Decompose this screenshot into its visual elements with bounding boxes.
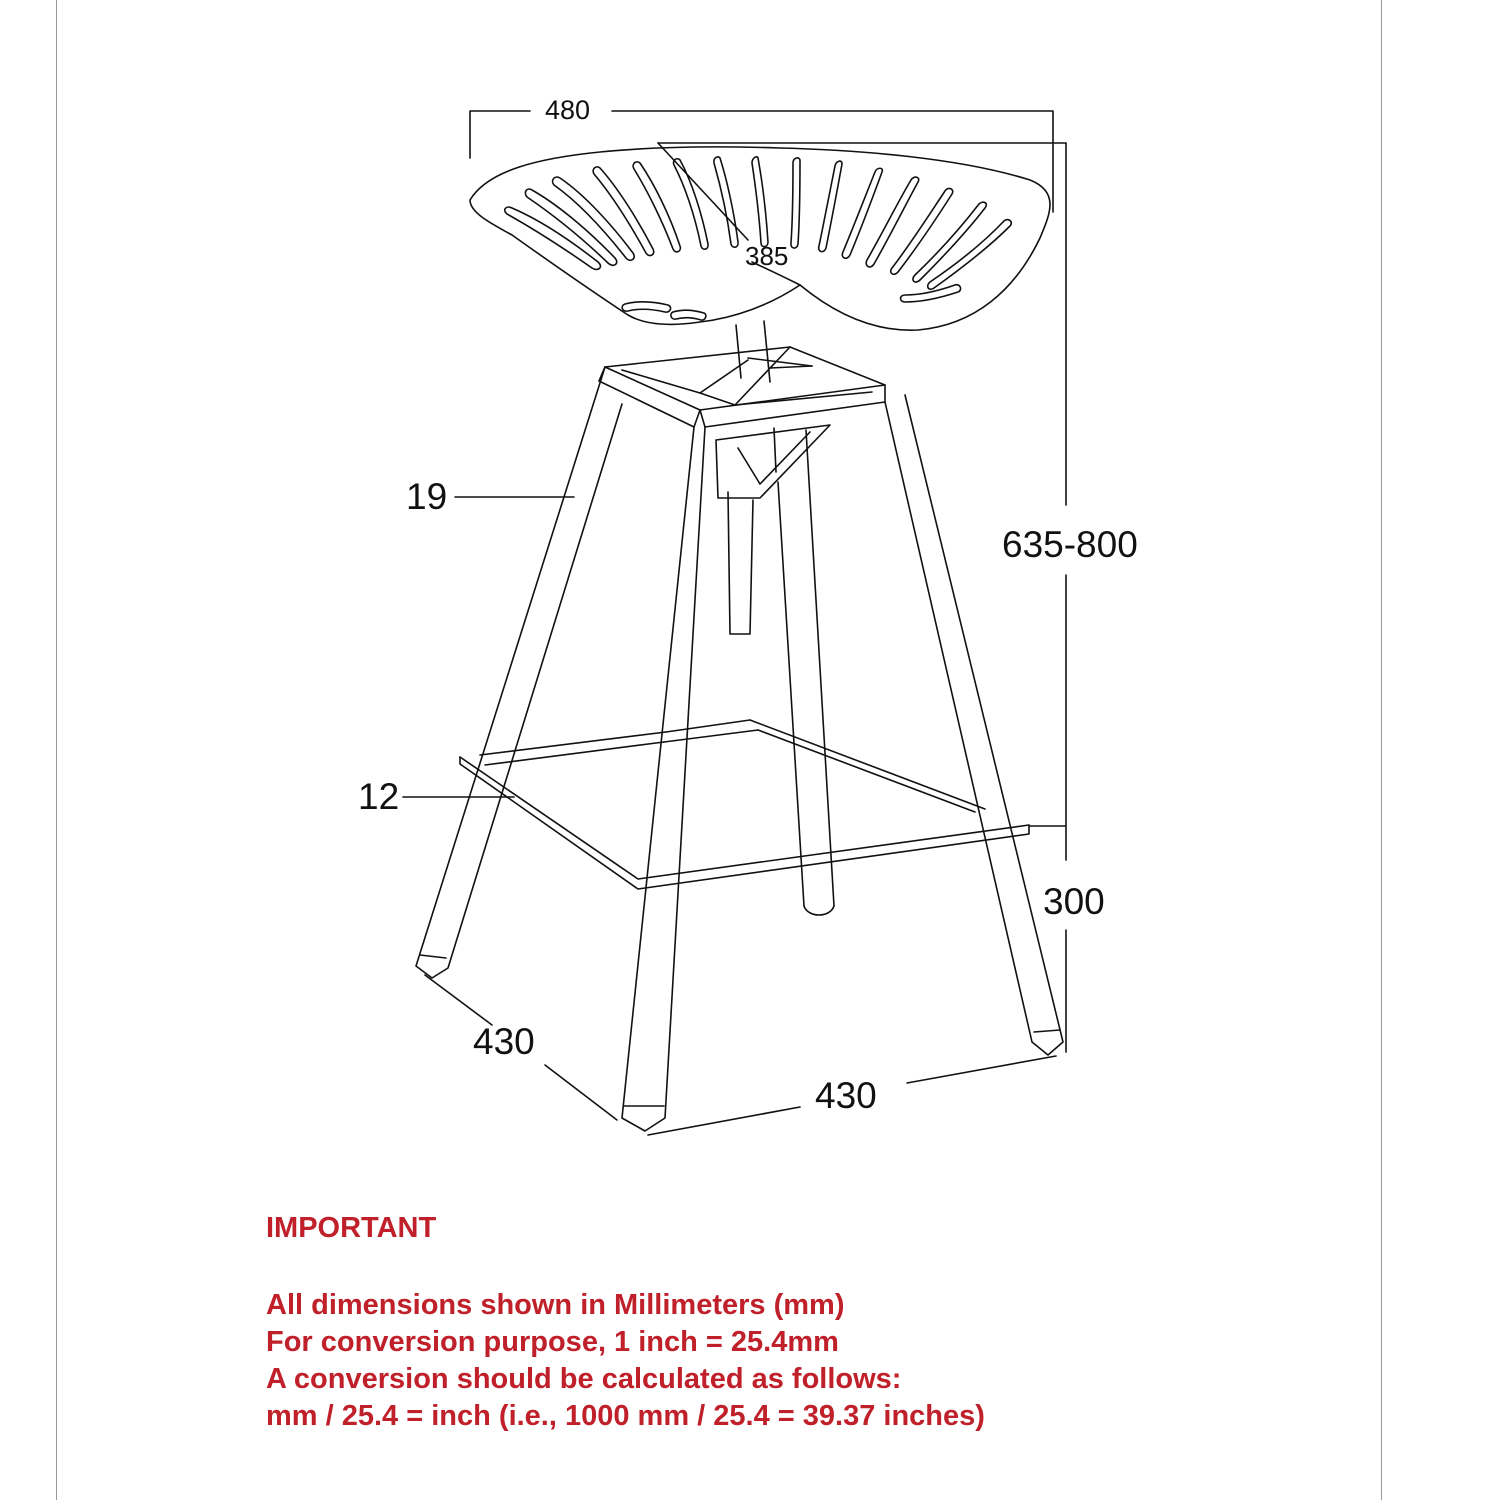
- seat-slots: [505, 157, 1012, 320]
- notes-line-formula: mm / 25.4 = inch (i.e., 1000 mm / 25.4 = 39.37 inches): [266, 1400, 985, 1432]
- seat-width-label: 480: [545, 95, 591, 125]
- base-width-label: 430: [815, 1075, 877, 1116]
- notes-line-units: All dimensions shown in Millimeters (mm): [266, 1289, 845, 1321]
- notes-line-conversion: For conversion purpose, 1 inch = 25.4mm: [266, 1326, 839, 1358]
- important-notes: [266, 1212, 985, 1435]
- footrest-ring: [460, 720, 1029, 889]
- footrest-height-label: 300: [1043, 881, 1105, 922]
- footrest-tube-label: 12: [358, 776, 400, 817]
- stool-top-frame: [599, 347, 885, 498]
- tractor-seat: [470, 147, 1050, 330]
- stool-legs: [416, 367, 1063, 1131]
- base-depth-label: 430: [473, 1021, 535, 1062]
- notes-line-method: A conversion should be calculated as follows:: [266, 1363, 902, 1395]
- leg-tube-label: 19: [406, 476, 448, 517]
- height-range-label: 635-800: [1002, 524, 1138, 565]
- seat-depth-label: 385: [745, 241, 789, 271]
- notes-heading: IMPORTANT: [266, 1212, 437, 1244]
